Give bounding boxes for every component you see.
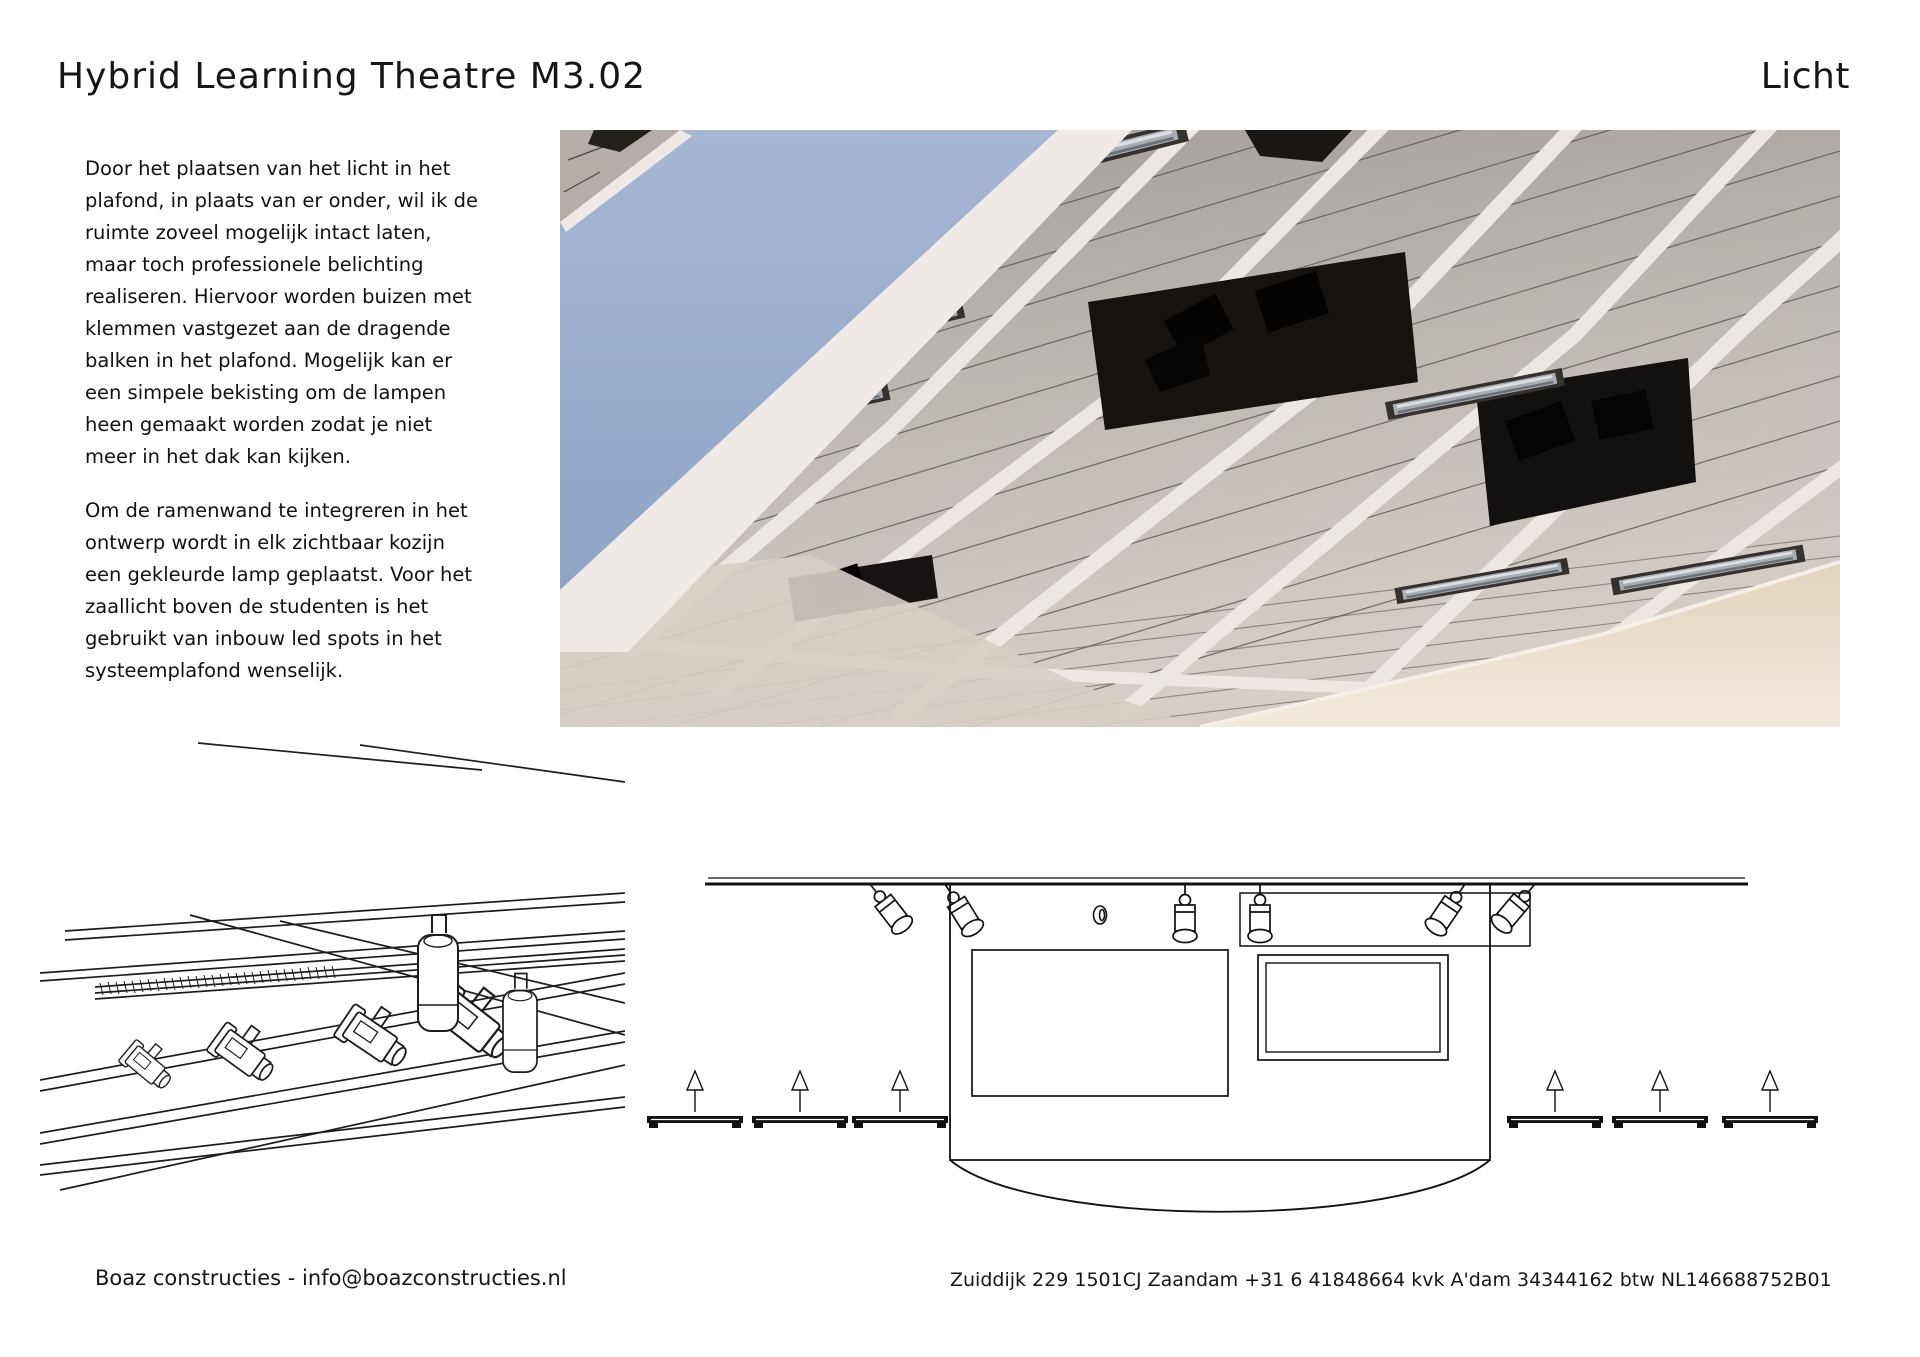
section-drawing <box>600 853 1840 1238</box>
right-spot-housing <box>1240 893 1530 946</box>
wireframe-detail-drawing <box>40 735 625 1200</box>
wireframe-svg <box>40 735 625 1200</box>
section-label: Licht <box>1760 56 1850 97</box>
page-title: Hybrid Learning Theatre M3.02 <box>57 56 647 97</box>
left-screen <box>972 950 1228 1096</box>
right-screen-inner <box>1266 963 1440 1052</box>
recessed-spot-fixtures <box>647 1071 1818 1128</box>
rail-knob <box>1094 906 1107 924</box>
track-spotlights <box>861 876 1545 942</box>
ceiling-rail <box>705 878 1748 884</box>
ceiling-render-image <box>560 130 1840 727</box>
footer-company-email: Boaz constructies - info@boazconstructies.nl <box>95 1266 567 1290</box>
screens <box>972 950 1448 1096</box>
right-screen-outer <box>1258 955 1448 1060</box>
paragraph-window-wall: Om de ramenwand te integreren in het ontwerp wordt in elk zichtbaar kozijn een gekleurde lamp geplaatst. Voor het zaallicht boven de studenten is het gebruikt van inbouw led spots in het systeemplafond wenselijk. <box>85 499 473 682</box>
footer-address-details: Zuiddijk 229 1501CJ Zaandam +31 6 41848664 kvk A'dam 34344162 btw NL146688752B01 <box>950 1269 1832 1291</box>
projector-enclosure <box>950 884 1490 1212</box>
section-svg <box>600 853 1840 1238</box>
body-text-column <box>85 153 483 709</box>
ceiling-render-svg <box>560 130 1840 727</box>
paragraph-light-in-ceiling: Door het plaatsen van het licht in het plafond, in plaats van er onder, wil ik de ruimte zoveel mogelijk intact laten, maar toch professionele belichting realiseren. Hiervoor worden buizen met klemmen vastgezet aan de dragende balken in het plafond. Mogelijk kan er een simpele bekisting om de lampen heen gemaakt worden zodat je niet meer in het dak kan kijken. <box>85 157 478 468</box>
